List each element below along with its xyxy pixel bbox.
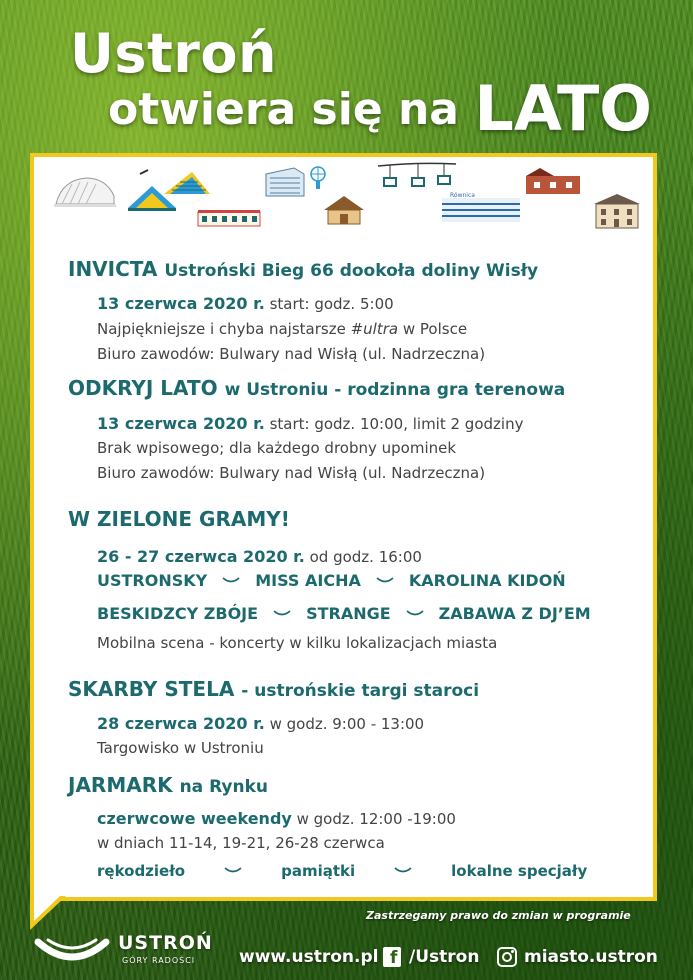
building-illustrations — [50, 160, 650, 235]
event-date: czerwcowe weekendy — [97, 809, 292, 828]
website-link[interactable]: www.ustron.pl — [239, 947, 379, 967]
town-logo — [34, 930, 234, 974]
smile-separator-icon — [393, 866, 413, 874]
station-building-illustration — [196, 206, 262, 228]
event-subtitle: na Rynku — [179, 777, 268, 797]
program-change-notice: Zastrzegamy prawo do zmian w programie — [366, 909, 631, 922]
event-skarby-date-line — [97, 714, 424, 733]
event-odkryj-description: Brak wpisowego; dla każdego drobny upominek — [97, 439, 457, 457]
event-date: 26 - 27 czerwca 2020 r. — [97, 547, 305, 566]
amphitheatre-illustration — [52, 174, 118, 210]
poster-subtitle-lato: LATO — [474, 72, 653, 145]
artist-name: BESKIDZCY ZBÓJE — [97, 604, 259, 623]
event-date: 28 czerwca 2020 r. — [97, 714, 265, 733]
poster-title: Ustroń — [70, 22, 277, 85]
description-text-end: w Polsce — [402, 320, 468, 338]
event-jarmark-date-line — [97, 809, 456, 828]
event-skarby-place: Targowisko w Ustroniu — [97, 739, 264, 757]
facebook-letter: f — [390, 948, 398, 968]
manor-illustration — [592, 192, 642, 230]
stepped-building-illustration — [162, 168, 212, 196]
chalet-illustration — [320, 194, 368, 228]
event-title: SKARBY STELA — [68, 677, 235, 701]
event-invicta-description — [97, 320, 467, 338]
event-invicta-date-line — [97, 294, 394, 313]
event-zielone-heading — [68, 507, 290, 531]
event-time: start: godz. 10:00, limit 2 godziny — [269, 415, 524, 433]
event-jarmark-heading — [68, 773, 268, 797]
event-invicta-office: Biuro zawodów: Bulwary nad Wisłą (ul. Nadrzeczna) — [97, 345, 486, 363]
building-sign: Równica — [450, 192, 475, 199]
tag-item: lokalne specjały — [451, 862, 588, 880]
event-subtitle: w Ustroniu - rodzinna gra terenowa — [224, 380, 566, 400]
event-title: W ZIELONE GRAMY! — [68, 507, 290, 531]
tag-item: pamiątki — [281, 862, 356, 880]
smile-separator-icon — [405, 609, 425, 617]
event-time: w godz. 12:00 -19:00 — [296, 810, 456, 828]
smile-separator-icon — [221, 576, 241, 584]
event-odkryj-office: Biuro zawodów: Bulwary nad Wisłą (ul. Nadrzeczna) — [97, 464, 486, 482]
artist-name: ZABAWA Z DJ’EM — [438, 604, 591, 623]
event-zielone-date-line — [97, 547, 422, 566]
facebook-icon[interactable] — [383, 947, 401, 967]
artists-row-1 — [97, 571, 566, 590]
instagram-icon[interactable] — [497, 947, 517, 967]
event-jarmark-days: w dniach 11-14, 19-21, 26-28 czerwca — [97, 834, 385, 852]
event-subtitle: - ustrońskie targi staroci — [241, 681, 480, 701]
event-title: ODKRYJ LATO — [68, 376, 218, 400]
brick-factory-illustration — [524, 166, 582, 196]
modern-hall-illustration — [264, 166, 306, 198]
event-time: start: godz. 5:00 — [269, 295, 394, 313]
poster-subtitle — [108, 72, 652, 145]
event-zielone-description: Mobilna scena - koncerty w kilku lokalizacjach miasta — [97, 634, 498, 652]
description-text: Najpiękniejsze i chyba najstarsze — [97, 320, 346, 338]
instagram-link[interactable]: miasto.ustron — [524, 947, 658, 967]
event-skarby-heading — [68, 677, 479, 701]
smile-separator-icon — [223, 866, 243, 874]
event-invicta-heading — [68, 257, 538, 281]
smile-separator-icon — [375, 576, 395, 584]
speech-bubble-tail-inner — [34, 896, 60, 921]
artist-name: USTRONSKY — [97, 571, 208, 590]
town-logo-icon — [34, 932, 110, 968]
artist-name: STRANGE — [306, 604, 391, 623]
jarmark-tags — [97, 862, 587, 880]
logo-tagline: GÓRY RADOŚCI — [122, 956, 196, 965]
event-subtitle: Ustroński Bieg 66 dookoła doliny Wisły — [164, 261, 539, 281]
logo-name: USTROŃ — [118, 932, 213, 954]
poster-subtitle-text: otwiera się na — [108, 84, 459, 135]
description-hashtag: #ultra — [350, 320, 399, 338]
globe-tower-illustration — [306, 164, 330, 190]
hotel-illustration — [440, 190, 522, 224]
event-odkryj-date-line — [97, 414, 523, 433]
facebook-link[interactable]: /Ustron — [409, 947, 480, 967]
artist-name: KAROLINA KIDOŃ — [408, 571, 566, 590]
event-odkryj-heading — [68, 376, 565, 400]
event-time: od godz. 16:00 — [309, 548, 422, 566]
event-date: 13 czerwca 2020 r. — [97, 414, 265, 433]
artist-name: MISS AICHA — [255, 571, 361, 590]
event-date: 13 czerwca 2020 r. — [97, 294, 265, 313]
artists-row-2 — [97, 604, 591, 623]
tag-item: rękodzieło — [97, 862, 186, 880]
event-title: INVICTA — [68, 257, 158, 281]
event-title: JARMARK — [68, 773, 173, 797]
smile-separator-icon — [272, 609, 292, 617]
event-time: w godz. 9:00 - 13:00 — [269, 715, 425, 733]
